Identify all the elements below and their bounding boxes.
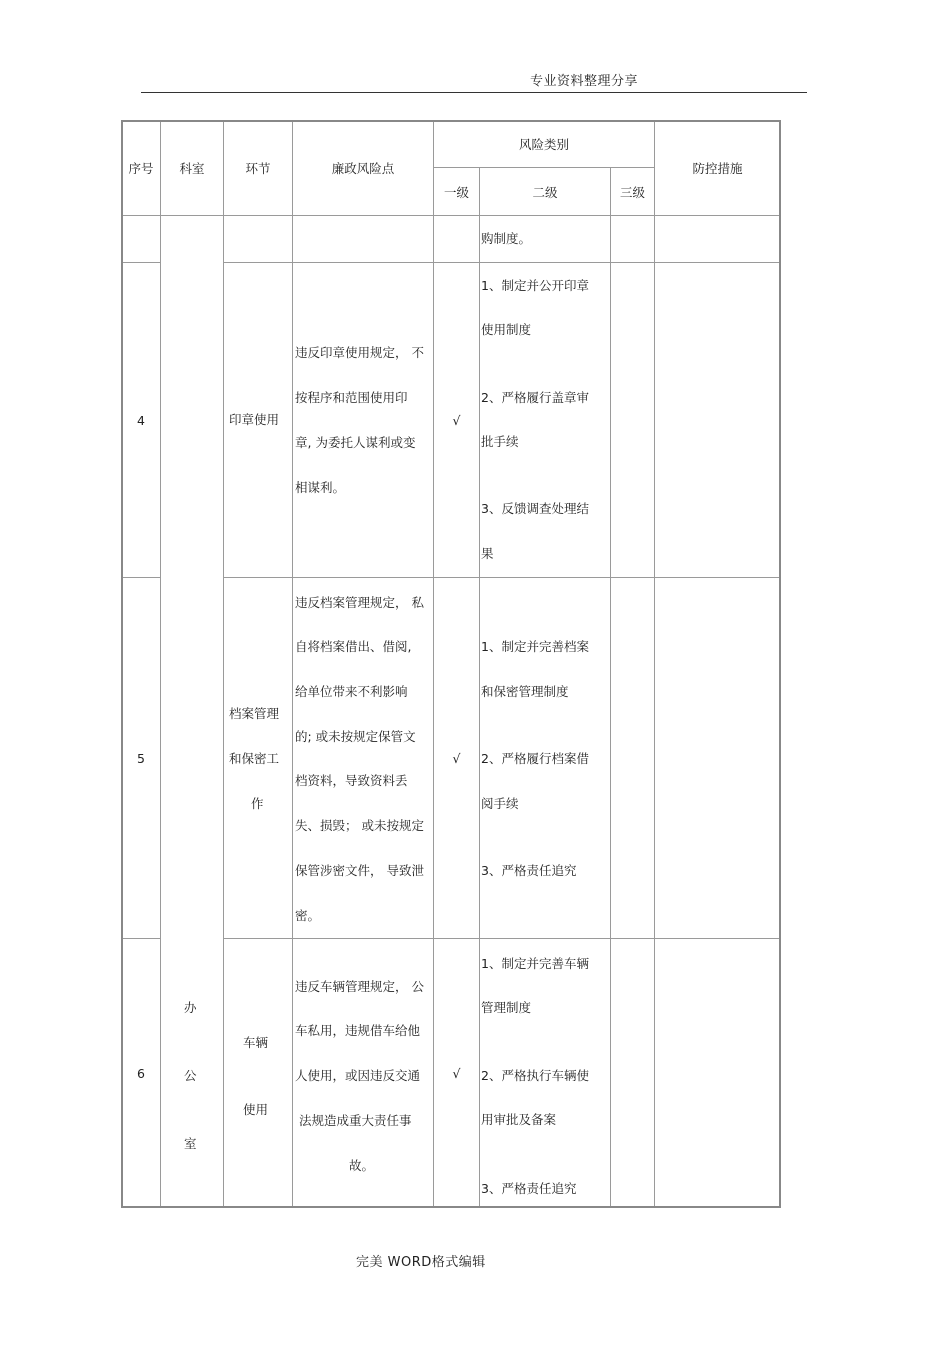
row5-measures (654, 577, 781, 939)
row4-risk-line: 违反印章使用规定， 不 (295, 345, 424, 360)
row4-measures (654, 262, 781, 578)
row4-risk-line: 章, 为委托人谋利或变 (295, 435, 416, 450)
row6-level3 (610, 938, 655, 1208)
row4-risk (292, 262, 434, 578)
row6-measures (654, 938, 781, 1208)
row6-seq: 6 (121, 938, 161, 1208)
row6-step-line: 车辆 (243, 1035, 269, 1050)
row0-level2-line: 购制度。 (481, 231, 532, 246)
row0-measures (654, 215, 781, 263)
row6-risk-line: 故。 (349, 1158, 375, 1173)
row6-level1: √ (433, 938, 480, 1208)
row5-risk-line: 失、损毁； 或未按规定 (295, 818, 424, 833)
row4-level2 (479, 262, 611, 578)
row6-risk-line: 人使用，或因违反交通 (295, 1068, 421, 1083)
row0-level1 (433, 215, 480, 263)
row5-risk-line: 的; 或未按规定保管文 (295, 729, 416, 744)
row6-step (223, 938, 293, 1208)
row4-level2-line: 2、严格履行盖章审 (481, 390, 589, 405)
row0-level3 (610, 215, 655, 263)
row6-level2-line: 1、制定并完善车辆 (481, 956, 589, 971)
header-level1: 一级 (433, 167, 480, 216)
header-rule (141, 92, 807, 93)
row4-level2-line: 果 (481, 546, 494, 561)
row6-risk-line: 违反车辆管理规定， 公 (295, 979, 424, 994)
header-step: 环节 (223, 120, 293, 216)
dept-cell (160, 215, 224, 1208)
row4-level2-line: 批手续 (481, 434, 519, 449)
row6-level2-line: 用审批及备案 (481, 1112, 557, 1127)
header-seq: 序号 (121, 120, 161, 216)
row5-risk-line: 违反档案管理规定， 私 (295, 595, 424, 610)
row5-level2-line: 1、制定并完善档案 (481, 639, 589, 654)
page-footer: 完美 WORD格式编辑 (356, 1255, 486, 1270)
row6-dept-line: 公 (184, 1068, 197, 1083)
row5-risk-line: 档资料，导致资料丢 (295, 773, 408, 788)
row5-level3 (610, 577, 655, 939)
header-dept: 科室 (160, 120, 224, 216)
row4-level2-line: 3、反馈调查处理结 (481, 501, 589, 516)
page-header: 专业资料整理分享 (530, 74, 639, 89)
row5-risk-line: 给单位带来不利影响 (295, 684, 408, 699)
row4-seq: 4 (121, 262, 161, 578)
header-risk-point: 廉政风险点 (292, 120, 434, 216)
row4-level1: √ (433, 262, 480, 578)
header-risk-category: 风险类别 (433, 120, 655, 168)
row5-level2-line: 2、严格履行档案借 (481, 751, 589, 766)
header-level2: 二级 (479, 167, 611, 216)
row4-risk-line: 相谋利。 (295, 480, 346, 495)
row5-risk-line: 自将档案借出、借阅, (295, 639, 412, 654)
row4-level2-line: 使用制度 (481, 322, 532, 337)
row4-level3 (610, 262, 655, 578)
row6-dept-line: 办 (184, 1000, 197, 1015)
row5-seq: 5 (121, 577, 161, 939)
row5-level2-line: 和保密管理制度 (481, 684, 569, 699)
row6-step-line: 使用 (243, 1102, 269, 1117)
row4-step-line: 印章使用 (229, 412, 280, 427)
row5-level2-line: 阅手续 (481, 796, 519, 811)
row5-risk (292, 577, 434, 939)
row6-risk-line: 车私用，违规借车给他 (295, 1023, 421, 1038)
row6-level2-line: 3、严格责任追究 (481, 1181, 577, 1196)
row5-step-line: 和保密工 (229, 751, 280, 766)
row6-risk-line: 法规造成重大责任事 (299, 1113, 412, 1128)
row5-level2-line: 3、严格责任追究 (481, 863, 577, 878)
row4-level2-line: 1、制定并公开印章 (481, 278, 589, 293)
row0-step (223, 215, 293, 263)
header-measures: 防控措施 (654, 120, 781, 216)
row5-risk-line: 保管涉密文件， 导致泄 (295, 863, 424, 878)
row5-step-line: 作 (251, 796, 264, 811)
row6-level2-line: 2、严格执行车辆使 (481, 1068, 589, 1083)
row4-risk-line: 按程序和范围使用印 (295, 390, 408, 405)
row0-risk (292, 215, 434, 263)
header-level3: 三级 (610, 167, 655, 216)
row5-risk-line: 密。 (295, 908, 321, 923)
row6-dept-line: 室 (184, 1136, 197, 1151)
row0-seq (121, 215, 161, 263)
row5-step-line: 档案管理 (229, 706, 280, 721)
row5-level1: √ (433, 577, 480, 939)
row6-level2-line: 管理制度 (481, 1000, 532, 1015)
